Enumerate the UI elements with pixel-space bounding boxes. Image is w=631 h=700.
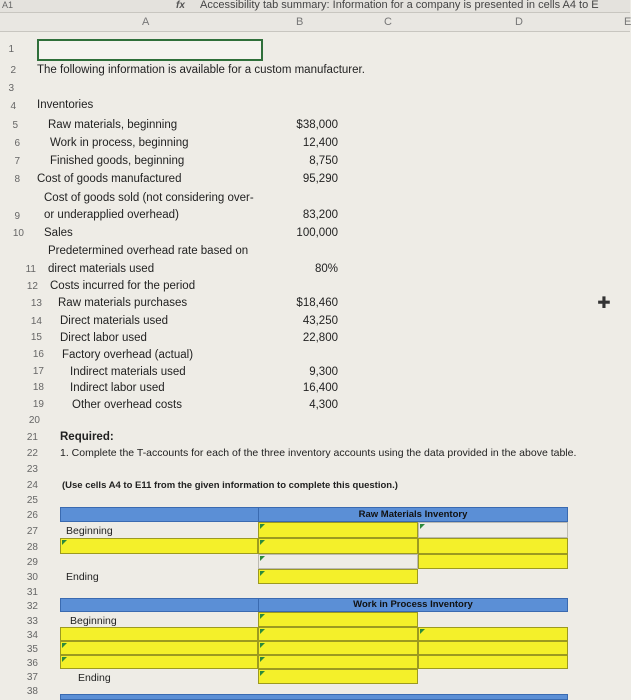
row-number[interactable]: 27 [26,526,38,537]
overhead-rate-value[interactable]: 80% [314,263,338,275]
finished-goods-beginning-label: Finished goods, beginning [50,155,185,167]
name-box[interactable]: A1 [2,0,14,10]
wip-row35-debit-input[interactable] [258,641,418,655]
wip-row34-credit-input[interactable] [418,627,568,641]
row-number[interactable]: 26 [26,510,38,521]
row-number[interactable]: 14 [30,316,42,327]
inventories-heading: Inventories [37,99,94,111]
column-header-c[interactable]: C [384,16,392,28]
sales-value[interactable]: 100,000 [296,227,338,239]
cogm-label: Cost of goods manufactured [37,173,182,185]
row-number[interactable]: 29 [26,557,38,568]
dl-used-value[interactable]: 22,800 [302,332,338,344]
row-number[interactable]: 12 [26,281,38,292]
rm-row28-credit-input[interactable] [418,538,568,554]
row-number[interactable]: 23 [26,464,38,475]
dm-used-value[interactable]: 43,250 [302,315,338,327]
indirect-labor-label: Indirect labor used [70,382,165,394]
cogs-label-line1: Cost of goods sold (not considering over- [44,192,254,204]
dm-used-label: Direct materials used [60,315,169,327]
dl-used-label: Direct labor used [60,332,147,344]
column-header-e[interactable]: E [624,16,631,28]
row-number[interactable]: 15 [30,332,42,343]
wip-beginning-label: Work in process, beginning [50,137,189,149]
row-number[interactable]: 9 [14,211,20,222]
selected-cell[interactable] [37,39,263,61]
column-header-d[interactable]: D [515,16,523,28]
fx-icon: fx [176,0,185,11]
row-number[interactable]: 8 [14,174,20,185]
required-label: Required: [60,431,114,443]
rm-t-account-title: Raw Materials Inventory [258,507,568,522]
row-number[interactable]: 18 [32,382,44,393]
intro-text: The following information is available for a custom manufacturer. [37,64,365,76]
wip-row34-label-input[interactable] [60,627,258,641]
row-number[interactable]: 2 [10,65,16,76]
rm-beginning-debit-input[interactable] [258,522,418,538]
factory-overhead-label: Factory overhead (actual) [62,349,194,361]
row-number[interactable]: 28 [26,542,38,553]
row-number[interactable]: 31 [26,587,38,598]
row-number[interactable]: 36 [26,658,38,669]
row-number[interactable]: 24 [26,480,38,491]
row-number[interactable]: 38 [26,686,38,697]
wip-beginning-value[interactable]: 12,400 [302,137,338,149]
row-number[interactable]: 21 [26,432,38,443]
row-number[interactable]: 1 [8,44,14,55]
row-number[interactable]: 17 [32,366,44,377]
formula-bar[interactable] [0,0,630,13]
row-number[interactable]: 37 [26,672,38,683]
column-header-b[interactable]: B [296,16,304,28]
row-number[interactable]: 30 [26,572,38,583]
sales-label: Sales [44,227,73,239]
costs-heading: Costs incurred for the period [50,280,196,292]
rm-row28-label-input[interactable] [60,538,258,554]
rm-ending-label: Ending [66,571,99,583]
wip-t-account-title: Work in Process Inventory [258,598,568,612]
indirect-materials-label: Indirect materials used [70,366,186,378]
wip-beginning-label: Beginning [70,615,117,627]
rm-ending-debit-input[interactable] [258,569,418,584]
cogs-value[interactable]: 83,200 [302,209,338,221]
wip-row35-label-input[interactable] [60,641,258,655]
row-number[interactable]: 11 [25,264,36,275]
rm-beginning-label: Beginning [66,525,113,537]
row-number[interactable]: 16 [32,349,44,360]
wip-beginning-debit-input[interactable] [258,612,418,627]
instruction-text: (Use cells A4 to E11 from the given information to complete this question.) [62,480,398,491]
wip-t-header-left [60,598,260,612]
row-number[interactable]: 22 [26,448,38,459]
overhead-rate-label-line1: Predetermined overhead rate based on [48,245,249,257]
rm-beginning-credit-input[interactable] [418,522,568,538]
rm-row29-debit-input[interactable] [258,554,418,569]
row-number[interactable]: 13 [30,298,42,309]
row-number[interactable]: 25 [26,495,38,506]
other-overhead-value[interactable]: 4,300 [309,399,338,411]
row-number[interactable]: 7 [14,156,20,167]
rm-purchases-label: Raw materials purchases [58,297,188,309]
cogm-value[interactable]: 95,290 [302,173,338,185]
rm-row29-credit-input[interactable] [418,554,568,569]
required-text: 1. Complete the T-accounts for each of the three inventory accounts using the data provided in the above table. [60,447,577,459]
formula-text[interactable]: Accessibility tab summary: Information for a company is presented in cells A4 to E [200,0,599,11]
finished-goods-beginning-value[interactable]: 8,750 [309,155,338,167]
wip-ending-debit-input[interactable] [258,669,418,684]
row-number[interactable]: 35 [26,644,38,655]
row-number[interactable]: 3 [8,83,14,94]
overhead-rate-label-line2: direct materials used [48,263,155,275]
column-header-a[interactable]: A [142,16,150,28]
row-number[interactable]: 20 [28,415,40,426]
row-number[interactable]: 19 [32,399,44,410]
indirect-labor-value[interactable]: 16,400 [302,382,338,394]
row-number[interactable]: 5 [12,120,18,131]
rm-row28-debit-input[interactable] [258,538,418,554]
wip-ending-label: Ending [78,672,111,684]
row-number[interactable]: 34 [26,630,38,641]
column-header-bar [0,13,630,32]
wip-row36-debit-input[interactable] [258,655,418,669]
row-number[interactable]: 33 [26,616,38,627]
cell-cursor-icon: ✚ [597,295,611,312]
next-t-account-header [60,694,568,700]
rm-purchases-value[interactable]: $18,460 [296,297,338,309]
raw-materials-beginning-label: Raw materials, beginning [48,119,178,131]
row-number[interactable]: 4 [10,101,16,112]
row-number[interactable]: 32 [26,601,38,612]
other-overhead-label: Other overhead costs [72,399,182,411]
row-number[interactable]: 6 [14,138,20,149]
rm-t-header-left [60,507,260,522]
wip-row34-debit-input[interactable] [258,627,418,641]
wip-row36-credit-input[interactable] [418,655,568,669]
indirect-materials-value[interactable]: 9,300 [309,366,338,378]
row-number[interactable]: 10 [12,228,24,239]
raw-materials-beginning-value[interactable]: $38,000 [296,119,338,131]
wip-row35-credit-input[interactable] [418,641,568,655]
wip-row36-label-input[interactable] [60,655,258,669]
cogs-label-line2: or underapplied overhead) [44,209,179,221]
